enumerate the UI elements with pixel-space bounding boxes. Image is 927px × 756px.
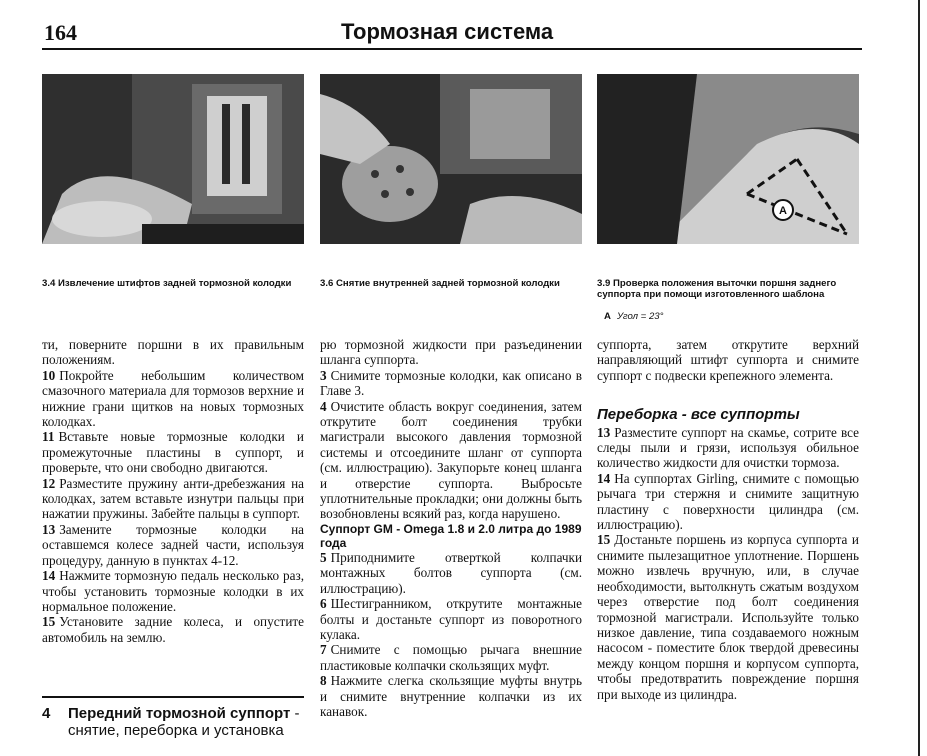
paragraph-14: 14 Нажмите тормозную педаль несколько раз, чтобы установить тормозные колодки в их нормальное положение.: [42, 568, 304, 614]
paragraph-15: 15 Установите задние колеса, и опустите автомобиль на землю.: [42, 614, 304, 645]
page-edge-rule: [918, 0, 920, 756]
paragraph-13: 13 Замените тормозные колодки на оставшемся колесе задней части, используя процедуру, данную в пунктах 4-12.: [42, 521, 304, 568]
paragraph: суппорта, затем открутите верхний направляющий штифт суппорта и снимите суппорт с подвески крепежного элемента.: [597, 337, 859, 383]
section-number: 4: [42, 705, 51, 722]
paragraph-3: 3 Снимите тормозные колодки, как описано в Главе 3.: [320, 367, 582, 399]
paragraph-8: 8 Нажмите слегка скользящие муфты внутрь и снимите внутренние колпачки из их канавок.: [320, 673, 582, 719]
column-3: [597, 337, 859, 702]
paragraph-12: 12 Разместите пружину анти-дребезжания на колодках, затем вставьте изнутри пальцы при нажатии пружины. Забейте пальцы в суппорт.: [42, 475, 304, 522]
paragraph-15: 15 Достаньте поршень из корпуса суппорта и снимите пылезащитное уплотнение. Поршень можно извлечь вручную, или, в случае необходимости, вытолкнуть сжатым воздухом через отверстие под болт соединения тормозной магистрали. Используйте только низкое давление, типа создаваемого ножным насосом - поместите блок твердой древесины между концом поршня и корпусом суппорта, чтобы предотвратить повреждение поршня при выходе из цилиндра.: [597, 532, 859, 702]
legend-text: Угол = 23°: [616, 311, 664, 322]
caption-3-4: 3.4 Извлечение штифтов задней тормозной колодки: [42, 278, 292, 289]
column-2: [320, 337, 582, 719]
header-rule: [42, 48, 862, 50]
heading-reassembly: Переборка - все суппорты: [597, 406, 800, 424]
subheading-gm-omega: Суппорт GM - Omega 1.8 и 2.0 литра до 1989 года: [320, 521, 582, 550]
page-title: Тормозная система: [341, 19, 554, 44]
photo-3-4: [42, 74, 304, 244]
section-rule: [42, 696, 304, 698]
column-1: [42, 337, 304, 645]
paragraph-13: 13 Разместите суппорт на скамье, сотрите все следы пыли и грязи, используя обильное количество жидкости для очистки тормоза.: [597, 424, 859, 471]
caption-3-6: 3.6 Снятие внутренней задней тормозной колодки: [320, 278, 560, 289]
legend-key: A: [604, 311, 611, 322]
paragraph-7: 7 Снимите с помощью рычага внешние пластиковые колпачки скользящих муфт.: [320, 642, 582, 673]
section-title: Передний тормозной суппорт - снятие, переборка и установка: [68, 705, 300, 739]
photo-3-6: [320, 74, 582, 244]
paragraph-14: 14 На суппортах Girling, снимите с помощью рычага три стержня и снимите защитную пластину с поверхности цилиндра (см. иллюстрацию).: [597, 470, 859, 533]
paragraph-6: 6 Шестигранником, открутите монтажные болты и достаньте суппорт из поворотного кулака.: [320, 596, 582, 642]
paragraph-4: 4 Очистите область вокруг соединения, затем открутите болт соединения трубки магистрали высокого давления тормозной системы и отсоедините шланг от суппорта (см. иллюстрацию). Закупорьте конец шланга и отверстие суппорта. Выбросьте уплотнительные прокладки; они должны быть возобновлены всякий раз, когда нарушено.: [320, 398, 582, 522]
paragraph-5: 5 Приподнимите отверткой колпачки монтажных болтов суппорта (см. иллюстрацию).: [320, 549, 582, 596]
paragraph-10: 10 Покройте небольшим количеством смазочного материала для тормозов верхние и нижние грани щитков на новых тормозных колодках.: [42, 367, 304, 430]
page-number: 164: [44, 20, 77, 45]
paragraph: ти, поверните поршни в их правильным положениям.: [42, 337, 304, 368]
paragraph-11: 11 Вставьте новые тормозные колодки и промежуточные пластины в суппорт, и проверьте, что они свободно двигаются.: [42, 429, 304, 476]
paragraph: рю тормозной жидкости при разъединении шланга суппорта.: [320, 337, 582, 368]
caption-3-9-legend: [604, 311, 663, 322]
photo-3-9: [597, 74, 859, 244]
caption-3-9: 3.9 Проверка положения выточки поршня заднего суппорта при помощи изготовленного шаблона: [597, 278, 837, 300]
callout-a-label: A: [779, 205, 787, 217]
